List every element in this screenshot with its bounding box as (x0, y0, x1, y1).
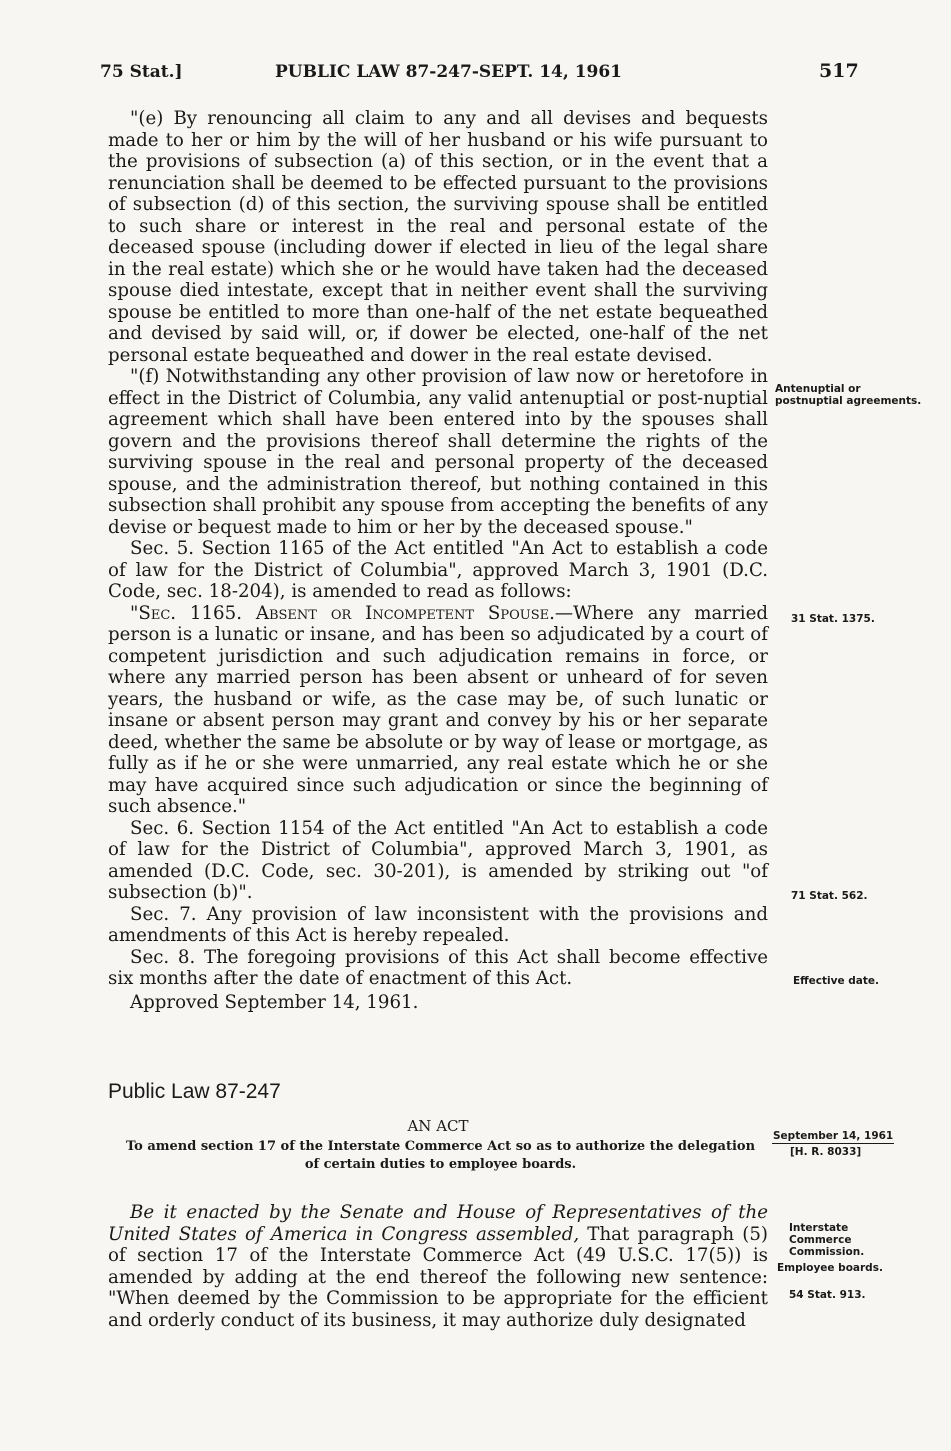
main-column (108, 108, 768, 1013)
an-act-heading: AN ACT (407, 1117, 469, 1135)
section-7: Sec. 7. Any provision of law inconsistent with the provisions and amendments of this Act is hereby repealed. (108, 903, 768, 946)
section-1165 (108, 603, 768, 818)
enacting-body: That paragraph (5) of section 17 of the Interstate Commerce Act (49 U.S.C. 17(5)) is amended by adding at the end thereof the following new sentence: "When deemed by the Commission to be appropriate for the efficient and orderly conduct of its business, it may authorize duly designated (108, 1223, 769, 1331)
margin-note-rule (772, 1143, 894, 1144)
margin-note-54-stat: 54 Stat. 913. (789, 1289, 866, 1301)
section-1165-body: —Where any married person is a lunatic or insane, and has been so adjudicated by a court of competent jurisdiction and such adjudication remains in force, or where any married person has been absent or unheard of for seven years, the husband or wife, as the case may be, of such lunatic or insane or absent person may grant and convey by his or her separate deed, whether the same be absolute or by way of lease or mortgage, as fully as if he or she were unmarried, any real estate which he or she may have acquired since such adjudication or since the beginning of such absence." (108, 602, 768, 817)
header-volume: 75 Stat.] (100, 62, 183, 82)
margin-note-employee-boards: Employee boards. (777, 1262, 883, 1274)
enacting-formula: Be it enacted by the Senate and House of Representatives of the United States of America in Congress assembled, (108, 1202, 768, 1245)
public-law-title: Public Law 87-247 (108, 1080, 281, 1103)
enacting-clause (108, 1202, 768, 1331)
page-number: 517 (819, 60, 859, 82)
act-purpose: To amend section 17 of the Interstate Commerce Act so as to authorize the delegation of certain duties to employee boards. (125, 1139, 756, 1172)
section-6: Sec. 6. Section 1154 of the Act entitled "An Act to establish a code of law for the District of Columbia", approved March 3, 1901, as amended (D.C. Code, sec. 30-201), is amended by striking out "of subsection (b)". (108, 817, 768, 903)
margin-note-71-stat: 71 Stat. 562. (791, 890, 868, 902)
section-8: Sec. 8. The foregoing provisions of this Act shall become effective six months after the date of enactment of this Act. (108, 946, 768, 989)
margin-note-interstate: Interstate Commerce Commission. (789, 1222, 865, 1258)
margin-note-effective-date: Effective date. (793, 975, 879, 987)
section-1165-heading: "Sec. 1165. Absent or Incompetent Spouse. (130, 602, 555, 624)
margin-note-date: September 14, 1961 (773, 1130, 894, 1142)
margin-note-antenuptial: Antenuptial or postnuptial agreements. (775, 383, 922, 407)
margin-note-31-stat: 31 Stat. 1375. (791, 613, 875, 625)
header-title: PUBLIC LAW 87-247-SEPT. 14, 1961 (275, 62, 623, 82)
section-5: Sec. 5. Section 1165 of the Act entitled "An Act to establish a code of law for the District of Columbia", approved March 3, 1901 (D.C. Code, sec. 18-204), is amended to read as follows: (108, 538, 768, 602)
paragraph-e: "(e) By renouncing all claim to any and all devises and bequests made to her or him by the will of her husband or his wife pursuant to the provisions of subsection (a) of this section, or in the event that a renunciation shall be deemed to be effected pursuant to the provisions of subsection (d) of this section, the surviving spouse shall be entitled to such share or interest in the real and personal estate of the deceased spouse (including dower if elected in lieu of the legal share in the real estate) which she or he would have taken had the deceased spouse died intestate, except that in neither event shall the surviving spouse be entitled to more than one-half of the net estate bequeathed and devised by said will, or, if dower be elected, one-half of the net personal estate bequeathed and dower in the real estate devised. (108, 108, 768, 366)
margin-note-bill-number: [H. R. 8033] (790, 1146, 862, 1158)
paragraph-f: "(f) Notwithstanding any other provision of law now or heretofore in effect in the District of Columbia, any valid antenuptial or post-nuptial agreement which shall have been entered into by the spouses shall govern and the provisions thereof shall determine the rights of the surviving spouse in the real and personal property of the deceased spouse, and the administration thereof, but nothing contained in this subsection shall prohibit any spouse from accepting the benefits of any devise or bequest made to him or her by the deceased spouse." (108, 366, 768, 538)
approved-date: Approved September 14, 1961. (130, 991, 419, 1013)
